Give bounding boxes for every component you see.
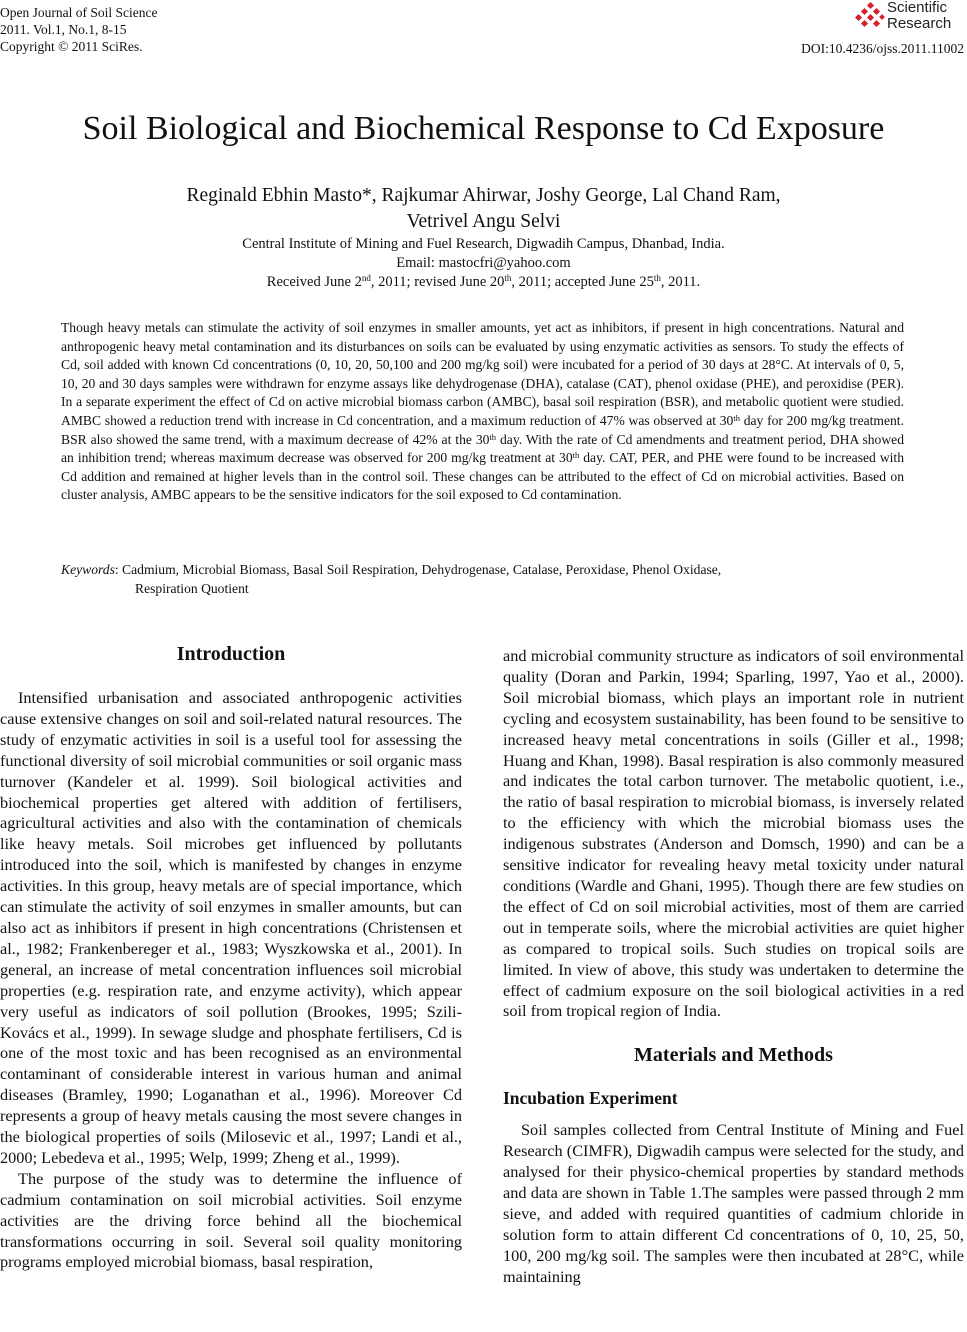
received-dates: Received June 2nd, 2011; revised June 20th, 2011; accepted June 25th, 2011.: [266, 273, 701, 290]
keywords-label: Keywords: [61, 562, 115, 577]
keywords-list: : Cadmium, Microbial Biomass, Basal Soil Respiration, Dehydrogenase, Catalase, Peroxidase, Phenol Oxidase,: [114, 562, 722, 577]
left-column: [0, 640, 462, 1273]
keywords-list-continued: Respiration Quotient: [135, 581, 249, 596]
scientific-research-diamond-logo-icon: [855, 2, 885, 30]
methods-heading: Materials and Methods: [634, 1044, 833, 1067]
abstract: Though heavy metals can stimulate the activity of soil enzymes in smaller amounts, yet act as inhibitors, if present in high concentrations. Natural and anthropogenic heavy metal contamination and its disturbances on soils can be evaluated by using enzymatic activities as sensors. To study the effects of Cd, soil added with known Cd concentrations (0, 10, 20, 50,100 and 200 mg/kg soil) were incubated for a period of 30 days at 28°C. At intervals of 0, 5, 10, 20 and 30 days samples were withdrawn for enzyme assays like dehydrogenase (DHA), catalase (CAT), phenol oxidase (PHE), and peroxidise (PER). In a separate experiment the effect of Cd on active microbial biomass carbon (AMBC), basal soil respiration (BSR), and metabolic quotient were studied. AMBC showed a reduction trend with increase in Cd concentration, and a maximum reduction of 47% was observed at 30th day for 200 mg/kg treatment. BSR also showed the same trend, with a maximum decrease of 42% at the 30th day. With the rate of Cd amendments and treatment period, DHA showed an inhibition trend; whereas maximum decrease was observed for 200 mg/kg treatment at 30th day. CAT, PER, and PHE were found to be increased with Cd addition and remained at higher levels than in the control soil. These changes can be attributed to the effect of Cd on microbial activities. Based on cluster analysis, AMBC appears to be the sensitive indicators for the soil exposed to Cd contamination.: [61, 320, 904, 503]
author-line-2: Vetrivel Angu Selvi: [406, 211, 561, 232]
introduction-paragraph-2: The purpose of the study was to determine the influence of cadmium contamination on soil microbial activities. Soil enzyme activities are the driving force behind all the biochemical transformations occurring in soil. Several soil quality monitoring programs employed microbial biomass, basal respiration,: [0, 1168, 462, 1272]
right-column: [503, 640, 964, 1288]
introduction-paragraph-3: and microbial community structure as indicators of soil environmental quality (Doran and Parkin, 1994; Sparling, 1997, Yao et al., 2000). Soil microbial biomass, which plays an important role in nutrient cycling and ecosystem sustainability, has been found to be sensitive to increased heavy metal concentrations in soils (Giller et al., 1998; Huang and Khan, 1998). Basal respiration is also commonly measured and indicates the total carbon turnover. The metabolic quotient, i.e., the ratio of basal respiration to microbial biomass, is inversely related to the efficiency with which the microbial biomass uses the indigenous substrates (Anderson and Domsch, 1990) and can be a sensitive indicator for revealing heavy metal toxicity under natural conditions (Wardle and Ghani, 1995). Though there are few studies on the effect of Cd on soil microbial activities, most of them are carried out in temperate soils, where the microbial activities are quiet higher as compared to tropical soils. Such studies on tropical soils are limited. In view of above, this study was undertaken to determine the effect of cadmium exposure on the soil biological activities in a red soil from tropical region of India.: [503, 646, 964, 1021]
email: Email: mastocfri@yahoo.com: [396, 255, 571, 271]
keywords: [61, 560, 904, 598]
journal-name: Open Journal of Soil Science: [0, 5, 158, 20]
journal-header: [0, 4, 157, 55]
author-line-1: Reginald Ebhin Masto*, Rajkumar Ahirwar, Joshy George, Lal Chand Ram,: [186, 185, 781, 206]
paper-title: Soil Biological and Biochemical Response to Cd Exposure: [82, 110, 885, 147]
methods-paragraph-1: Soil samples collected from Central Institute of Mining and Fuel Research (CIMFR), Digwadih campus were selected for the study, and analysed for their physico-chemical properties by standard methods and data are shown in Table 1.The samples were passed through 2 mm sieve, and added with required quantities of cadmium chloride in solution form to attain different Cd concentrations of 0, 10, 25, 50, 100, 200 mg/kg soil. The samples were then incubated at 28°C, while maintaining: [503, 1120, 964, 1286]
affiliation-block: [0, 235, 967, 292]
affiliation: Central Institute of Mining and Fuel Research, Digwadih Campus, Dhanbad, India.: [242, 236, 725, 252]
author-list: [0, 183, 967, 235]
introduction-heading: Introduction: [176, 643, 286, 665]
incubation-subheading: Incubation Experiment: [503, 1088, 678, 1109]
introduction-paragraph-1: Intensified urbanisation and associated anthropogenic activities cause extensive changes on soil and soil-related natural resources. The study of enzymatic activities in soil is a useful tool for assessing the functional diversity of soil microbial communities or soil organic mass turnover (Kandeler et al. 1999). Soil biological activities and biochemical properties get altered with addition of fertilisers, agricultural activities and also with the contamination of chemicals like heavy metals. Soil microbes get influenced by pollutants introduced into the soil, which is manifested by changes in enzyme activities. In this group, heavy metals are of special importance, which can stimulate the activity of soil enzymes in smaller amounts, but can also act as inhibitors if present in high concentrations (Christensen et al., 1982; Frankenbereger et al., 1983; Wyszkowska et al., 2001). In general, an increase of metal concentration influences soil microbial properties (e.g. respiration rate, and enzyme activity), which appear very useful as indicators of soil pollution (Brookes, 1995; Szili-Kovács et al., 1999). In sewage sludge and phosphate fertilisers, Cd is one of the most toxic and has been recognised as an environmental contaminant of considerable interest in various human and animal diseases (Bramley, 1990; Loganathan et al., 1996). Moreover Cd represents a group of heavy metals causing the most severe changes in the biological properties of soils (Milosevic et al., 1997; Landi et al., 2000; Lebedeva et al., 1995; Welp, 1999; Zheng et al., 1999).: [0, 688, 462, 1167]
publisher-name: Scientific Research: [887, 0, 952, 32]
publisher-logo: [855, 0, 963, 34]
copyright-notice: Copyright © 2011 SciRes.: [0, 39, 143, 54]
doi: DOI:10.4236/ojss.2011.11002: [801, 41, 964, 56]
journal-volume: 2011. Vol.1, No.1, 8-15: [0, 22, 127, 37]
